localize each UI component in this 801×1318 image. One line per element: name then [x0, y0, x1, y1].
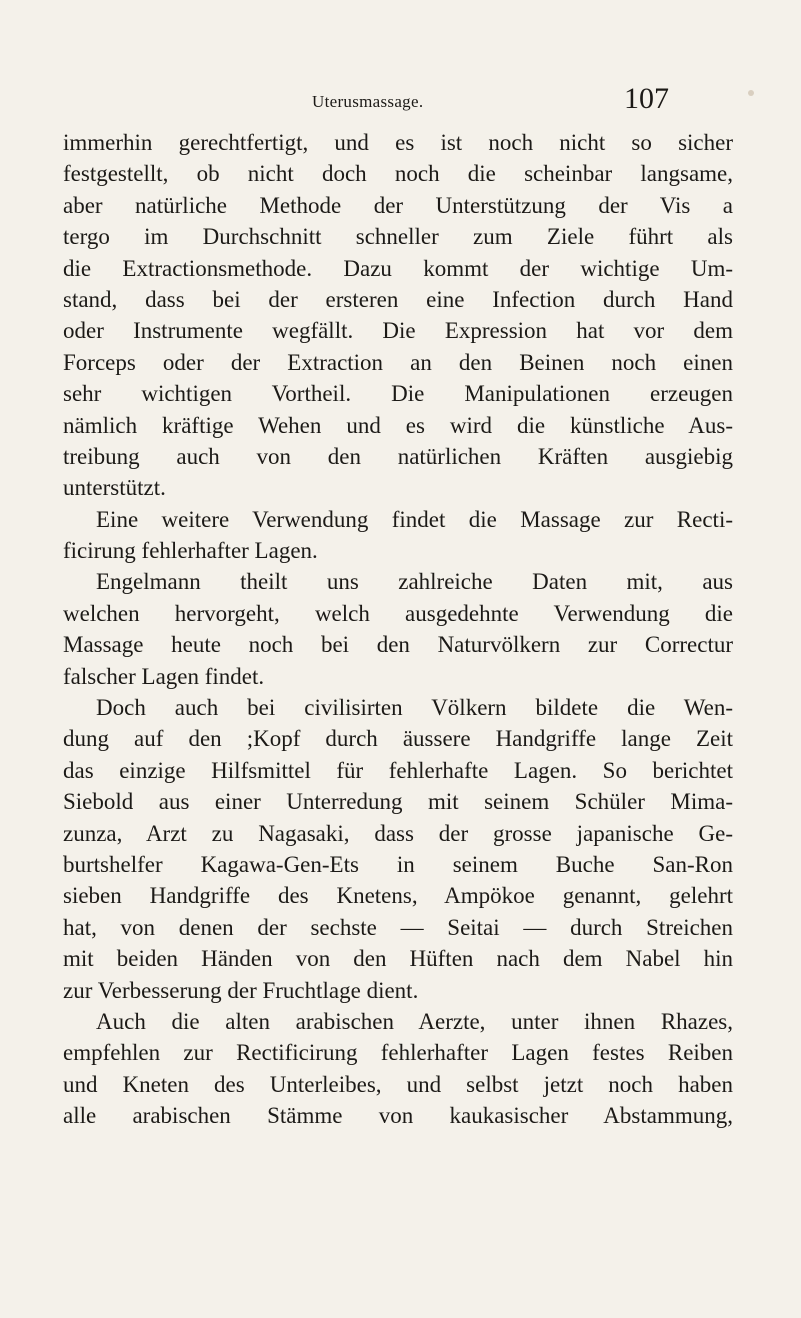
text-line: die Extractionsmethode. Dazu kommt der wichtige Um- [63, 255, 733, 281]
text-line: treibung auch von den natürlichen Kräften ausgiebig [63, 443, 733, 469]
text-line: nämlich kräftige Wehen und es wird die künstliche Aus- [63, 412, 733, 438]
text-line: Auch die alten arabischen Aerzte, unter ihnen Rhazes, [96, 1008, 733, 1034]
text-line: hat, von denen der sechste — Seitai — durch Streichen [63, 914, 733, 940]
text-line: zur Verbesserung der Fruchtlage dient. [63, 977, 419, 1003]
text-line: empfehlen zur Rectificirung fehlerhafter Lagen festes Reiben [63, 1040, 733, 1066]
text-line: Massage heute noch bei den Naturvölkern zur Correctur [63, 632, 733, 658]
text-line: stand, dass bei der ersteren eine Infection durch Hand [63, 286, 733, 312]
page-number: 107 [624, 82, 669, 115]
text-line: ficirung fehlerhafter Lagen. [63, 538, 318, 564]
text-line: Eine weitere Verwendung findet die Massage zur Recti- [96, 506, 733, 532]
text-line: falscher Lagen findet. [63, 663, 265, 689]
text-line: und Kneten des Unterleibes, und selbst jetzt noch haben [63, 1071, 733, 1097]
text-line: welchen hervorgeht, welch ausgedehnte Verwendung die [63, 600, 733, 626]
text-line: alle arabischen Stämme von kaukasischer Abstammung, [63, 1103, 733, 1129]
text-line: festgestellt, ob nicht doch noch die scheinbar langsame, [63, 161, 733, 187]
text-line: aber natürliche Methode der Unterstützung der Vis a [63, 192, 733, 218]
text-line: oder Instrumente wegfällt. Die Expression hat vor dem [63, 318, 733, 344]
text-line: unterstützt. [63, 475, 166, 501]
text-line: Engelmann theilt uns zahlreiche Daten mit, aus [96, 569, 733, 595]
paper-spot [748, 90, 754, 96]
text-line: zunza, Arzt zu Nagasaki, dass der grosse japanische Ge- [63, 820, 733, 846]
text-line: sieben Handgriffe des Knetens, Ampökoe genannt, gelehrt [63, 883, 733, 909]
text-line: dung auf den ;Kopf durch äussere Handgriffe lange Zeit [63, 726, 733, 752]
text-line: das einzige Hilfsmittel für fehlerhafte Lagen. So berichtet [63, 757, 733, 783]
text-line: sehr wichtigen Vortheil. Die Manipulationen erzeugen [63, 381, 733, 407]
text-line: Siebold aus einer Unterredung mit seinem Schüler Mima- [63, 789, 733, 815]
body-text [63, 127, 733, 1132]
running-head: Uterusmassage. [312, 92, 424, 111]
text-line: immerhin gerechtfertigt, und es ist noch nicht so sicher [63, 130, 733, 155]
page-header [0, 82, 801, 122]
text-line: tergo im Durchschnitt schneller zum Ziele führt als [63, 224, 733, 250]
text-line: Doch auch bei civilisirten Völkern bildete die Wen- [96, 695, 733, 721]
text-line: mit beiden Händen von den Hüften nach dem Nabel hin [63, 946, 733, 972]
text-line: burtshelfer Kagawa-Gen-Ets in seinem Buche San-Ron [63, 851, 733, 877]
text-line: Forceps oder der Extraction an den Beinen noch einen [63, 349, 733, 375]
